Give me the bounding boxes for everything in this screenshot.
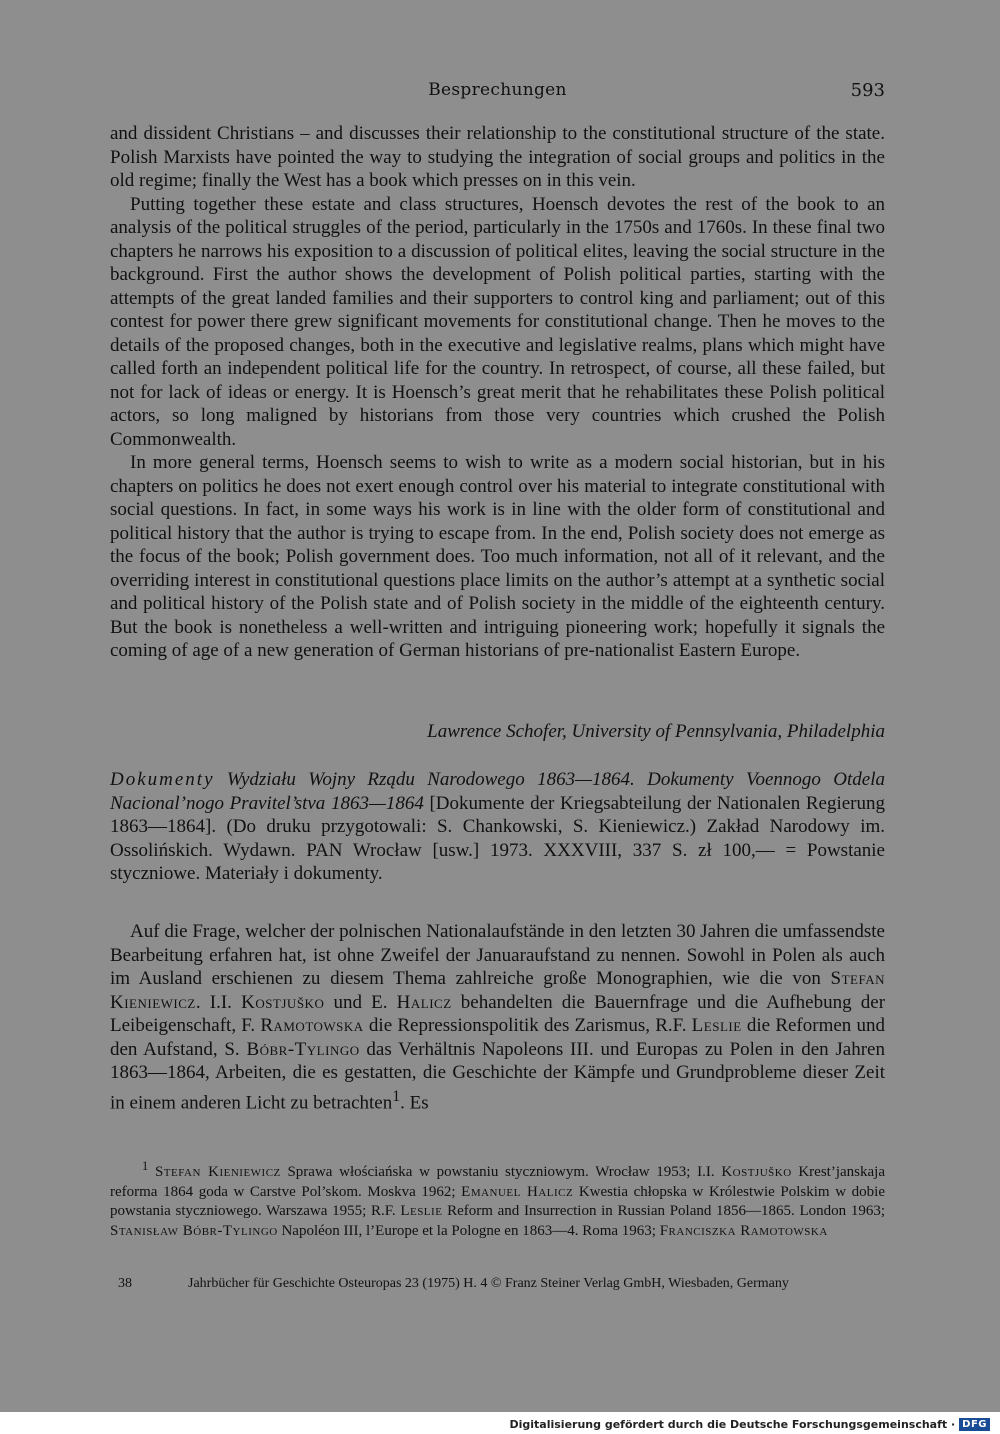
text-run: Krest’janskaja reforma 1864 goda w Carstve Pol’skom. Moskva 1962; bbox=[110, 1164, 885, 1200]
digitization-text: Digitalisierung gefördert durch die Deutsche Forschungsgemeinschaft · bbox=[509, 1417, 956, 1431]
review-paragraph: Putting together these estate and class structures, Hoensch devotes the rest of the book to an analysis of the political struggles of the period, particularly in the 1750s and 1760s. In these final two chapters he narrows his exposition to a discussion of political elites, leaving the social structure in the background. First the author shows the development of Polish political parties, starting with the attempts of the great landed families and their supporters to control king and parliament; out of this contest for power there grew significant movements for constitutional change. Then he moves to the details of the proposed changes, both in the executive and legislative realms, plans which might have called forth an independent political life for the country. In retrospect, of course, all these failed, but not for lack of ideas or energy. It is Hoensch’s great merit that he rehabilitates these Polish political actors, so long maligned by historians from those very countries which crushed the Polish Commonwealth. bbox=[110, 193, 885, 450]
text-run: . I.I. bbox=[195, 991, 242, 1013]
author-name: Stefan Kieniewicz bbox=[110, 968, 885, 1013]
text-run: behandelten die Bauernfrage und die Aufhebung der Leibeigenschaft, F. bbox=[110, 991, 886, 1036]
text-run: . Es bbox=[400, 1091, 429, 1113]
author-name: Halicz bbox=[396, 991, 452, 1013]
author-name: Kostjuško bbox=[241, 991, 325, 1013]
reviewer-signature: Lawrence Schofer, University of Pennsylvania, Philadelphia bbox=[427, 721, 885, 742]
running-head-title: Besprechungen bbox=[428, 80, 567, 100]
text-run: das Verhältnis Napoleons III. und Europas zu Polen in den Jahren 1863—1864, Arbeiten, die es gestatten, die Geschichte der Kämpfe und Grundprobleme dieser Zeit in einem anderen Licht zu betrachten bbox=[110, 1038, 885, 1113]
text-run: die Repressionspolitik des Zarismus, R.F. bbox=[363, 1015, 692, 1036]
footnote-marker: 1 bbox=[142, 1159, 149, 1173]
review-paragraph: and dissident Christians – and discusses their relationship to the constitutional structure of the state. Polish Marxists have pointed the way to studying the integration of social groups and politics in the old regime; finally the West has a book which presses on in this vein. bbox=[110, 123, 885, 191]
bib-details: [Dokumente der Kriegsabteilung der Nationalen Regierung 1863—1864]. (Do druku przygotowali: S. Chankowski, S. Kieniewicz.) Zakład Narodowy im. Ossolińskich. Wydawn. PAN Wrocław [usw.] 1973. XXXVIII, 337 S. zł 100,— = Powstanie styczniowe. Materiały i dokumenty. bbox=[110, 792, 885, 884]
author-name: Kostjuško bbox=[721, 1164, 792, 1180]
english-review-text bbox=[110, 122, 885, 663]
german-review-text bbox=[110, 920, 885, 1114]
text-run: Sprawa włościańska w powstaniu styczniowym. Wrocław 1953; I.I. bbox=[280, 1164, 722, 1180]
imprint-line: Jahrbücher für Geschichte Osteuropas 23 (1975) H. 4 © Franz Steiner Verlag GmbH, Wiesbaden, Germany bbox=[188, 1276, 789, 1291]
digitization-notice bbox=[509, 1416, 990, 1432]
bib-title-spaced: Dokumenty bbox=[110, 769, 215, 790]
review-paragraph: In more general terms, Hoensch seems to wish to write as a modern social historian, but in his chapters on politics he does not exert enough control over his material to integrate constitutional with social questions. In fact, in some ways his work is in line with the older form of constitutional and political history that the author is trying to escape from. In the end, Polish society does not emerge as the focus of the book; Polish government does. Too much information, not all of it relevant, and the overriding interest in constitutional questions place limits on the author’s attempt at a synthetic social and political history of the Polish state and of Polish society in the middle of the eighteenth century. But the book is nonetheless a well-written and intriguing pioneering work; hopefully it signals the coming of age of a new generation of German historians of pre-nationalist Eastern Europe. bbox=[110, 452, 885, 661]
running-head bbox=[110, 80, 885, 106]
author-name: Bóbr-Tylingo bbox=[246, 1038, 360, 1060]
text-run: Reform and Insurrection in Russian Poland 1856—1865. London 1963; bbox=[442, 1203, 886, 1220]
dfg-logo: DFG bbox=[959, 1418, 990, 1431]
author-name: Stanisław Bóbr-Tylingo bbox=[110, 1222, 278, 1239]
text-run: Auf die Frage, welcher der polnischen Nationalaufstände in den letzten 30 Jahren die umfassendste Bearbeitung erfahren hat, ist ohne Zweifel der Januaraufstand zu nennen. Sowohl in Polen als auch im Ausland erschienen zu diesem Thema zahlreiche große Monographien, wie die von bbox=[110, 921, 885, 989]
author-name: Stefan Kieniewicz bbox=[154, 1164, 281, 1180]
text-run: die Reformen und den Aufstand, S. bbox=[110, 1015, 886, 1060]
author-name: Leslie bbox=[400, 1203, 443, 1220]
bibliographic-entry bbox=[110, 768, 885, 886]
text-run: Napoléon III, l’Europe et la Pologne en 1863—4. Roma 1963; bbox=[277, 1222, 660, 1239]
bib-title: Wydziału Wojny Rządu Narodowego 1863—1864. Dokumenty Voennogo Otdela Nacional’nogo Pravitel’stva 1863—1864 bbox=[110, 769, 885, 814]
text-run: und E. bbox=[324, 991, 397, 1013]
author-name: Leslie bbox=[691, 1015, 742, 1036]
review-paragraph bbox=[110, 920, 885, 1114]
author-name: Emanuel Halicz bbox=[461, 1183, 574, 1200]
page-number: 593 bbox=[850, 80, 885, 101]
footnote-reference: 1 bbox=[392, 1087, 401, 1105]
sheet-number: 38 bbox=[118, 1276, 132, 1291]
author-name: Franciszka Ramotowska bbox=[659, 1222, 828, 1239]
footnote bbox=[110, 1157, 885, 1241]
text-run: Kwestia chłopska w Królestwie Polskim w dobie powstania styczniowego. Warszawa 1955; R.F. bbox=[110, 1183, 885, 1220]
author-name: Ramotowska bbox=[260, 1015, 364, 1036]
